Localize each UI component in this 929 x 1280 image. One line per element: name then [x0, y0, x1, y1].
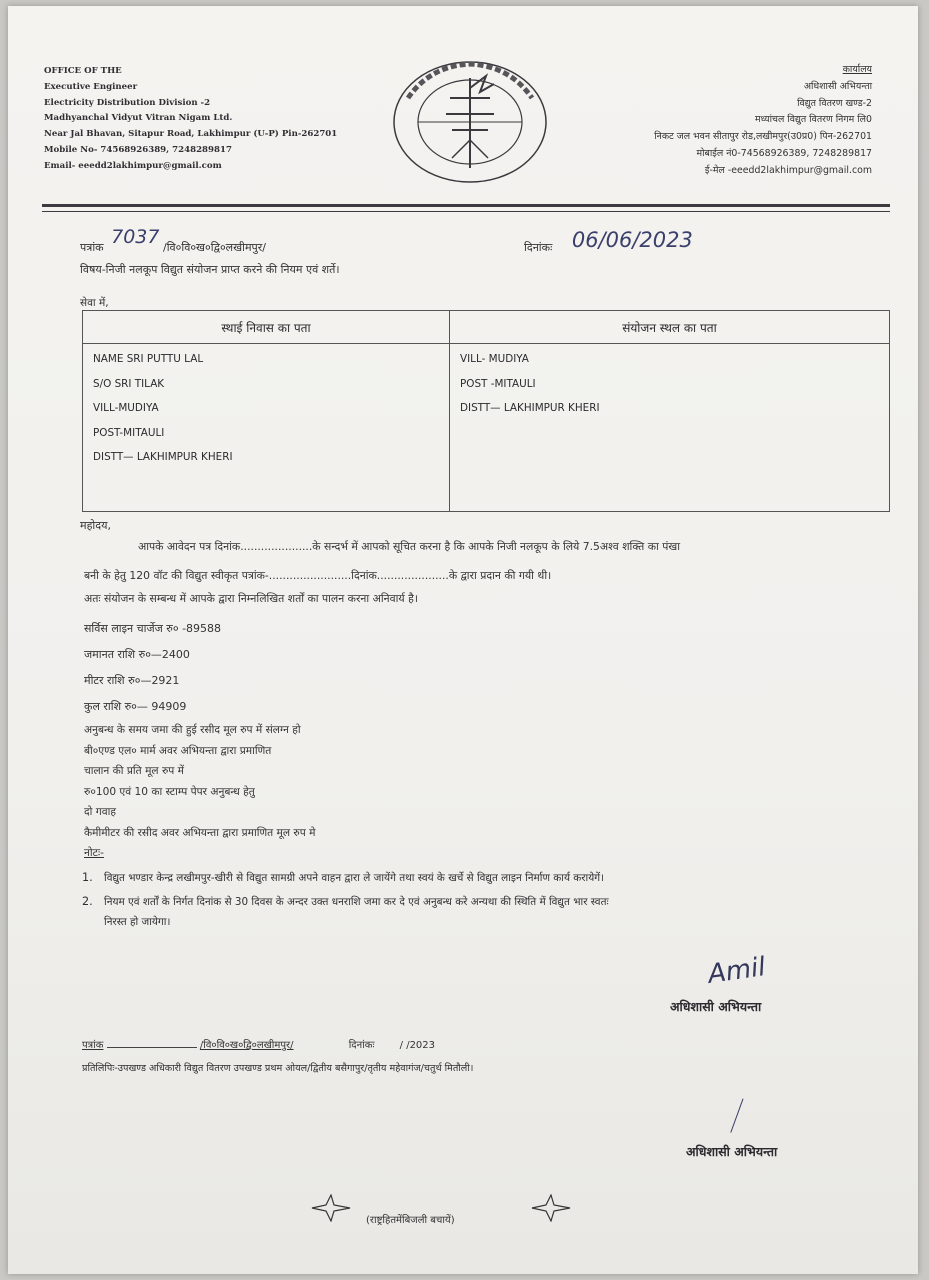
- col-header-permanent: स्थाई निवास का पता: [83, 311, 450, 344]
- condition-item: दो गवाह: [84, 806, 116, 818]
- slogan: (राष्ट्रहितमेंबिजली बचायें): [366, 1215, 455, 1226]
- header-en-line: Electricity Distribution Division -2: [44, 97, 211, 108]
- signature-scribble: Amil: [706, 952, 768, 990]
- col-header-connection: संयोजन स्थल का पता: [450, 311, 890, 344]
- footer-patrank-label: पत्रांक: [82, 1040, 104, 1051]
- ref-date: [524, 228, 693, 256]
- header-divider: [42, 204, 890, 207]
- para-line-3: अतः संयोजन के सम्बन्ध में आपके द्वारा निम्नलिखित शर्तों का पालन करना अनिवार्य है।: [84, 592, 418, 605]
- para-line-1: आपके आवेदन पत्र दिनांक.....................के सन्दर्भ में आपको सूचित करना है कि आपके निजी नलकूप के लिये 7.5अश्व शक्ति का पंखा: [138, 540, 680, 553]
- footer-patrank-suffix: /वि०वि०ख०द्वि०लखीमपुर/: [199, 1040, 294, 1051]
- address-line: POST-MITAULI: [93, 426, 165, 439]
- header-hi-line: ई-मेल -eeedd2lakhimpur@gmail.com: [704, 164, 872, 176]
- charge-item: सर्विस लाइन चार्जेज रु० -89588: [84, 622, 222, 635]
- condition-item: कैमीमीटर की रसीद अवर अभियन्ता द्वारा प्रमाणित मूल रुप मे: [84, 826, 316, 839]
- address-line: S/O SRI TILAK: [93, 377, 165, 390]
- header-en-line: Email- eeedd2lakhimpur@gmail.com: [44, 160, 222, 171]
- charges-list: [84, 616, 221, 720]
- letter-page: [8, 6, 918, 1274]
- copy-line: प्रतिलिपिः-उपखण्ड अधिकारी विद्युत वितरण उपखण्ड प्रथम ओयल/द्वितीय बसैगापुर/तृतीय महेवागंज/चतुर्थ मितौली।: [82, 1063, 474, 1074]
- header-hindi-block: [542, 62, 872, 180]
- date-value: 06/06/2023: [571, 228, 693, 252]
- address-table: [82, 310, 890, 512]
- patrank-label: पत्रांक: [80, 241, 104, 254]
- address-line: POST -MITAULI: [460, 377, 536, 390]
- salutation: महोदय,: [80, 519, 111, 532]
- subject-line: विषय-निजी नलकूप विद्युत संयोजन प्राप्त करने की नियम एवं शर्ते।: [80, 263, 340, 276]
- header-hi-line: निकट जल भवन सीतापुर रोड,लखीमपुर(उ0प्र0) पिन-262701: [654, 131, 872, 143]
- condition-item: बी०एण्ड एल० मार्म अवर अभियन्ता द्वारा प्रमाणित: [84, 744, 272, 757]
- sewa-me: सेवा में,: [80, 297, 109, 309]
- ref-line: [80, 226, 267, 256]
- patrank-number: 7037: [111, 226, 160, 248]
- footer-blank: [107, 1047, 197, 1048]
- footer-date-label: दिनांकः: [348, 1040, 375, 1051]
- note-number: 1.: [82, 871, 93, 884]
- star-left-icon: [310, 1194, 352, 1226]
- address-line: DISTT— LAKHIMPUR KHERI: [460, 402, 600, 414]
- header-hi-line: मोबाईल नं0-74568926389, 7248289817: [696, 147, 872, 159]
- condition-item: रु०100 एवं 10 का स्टाम्प पेपर अनुबन्ध हेतु: [84, 785, 255, 798]
- patrank-suffix: /वि०वि०ख०द्वि०लखीमपुर/: [162, 241, 267, 254]
- header-english-block: [44, 64, 404, 175]
- charge-item: कुल राशि रु०— 94909: [84, 700, 187, 713]
- para-line-2: बनी के हेतु 120 वॉट की विद्युत स्वीकृत पत्रांक-........................दिनांक.....................के द्वारा प्रदान की गयी थी।: [84, 569, 552, 582]
- note-text: नियम एवं शर्तों के निर्गत दिनांक से 30 दिवस के अन्दर उक्त धनराशि जमा कर दे एवं अनुबन्ध करे अन्यथा की स्थिति में विद्युत भार स्वतः: [104, 896, 609, 908]
- header-en-line: OFFICE OF THE: [44, 66, 122, 76]
- date-label: दिनांकः: [524, 241, 553, 254]
- charge-item: जमानत राशि रु०—2400: [84, 648, 190, 661]
- charge-item: मीटर राशि रु०—2921: [84, 674, 180, 687]
- signatory-designation-2: अधिशासी अभियन्ता: [686, 1144, 778, 1159]
- company-logo: [390, 58, 550, 186]
- address-line: NAME SRI PUTTU LAL: [93, 353, 204, 365]
- header-divider-thin: [42, 211, 890, 212]
- footer-date-value: / /2023: [399, 1040, 436, 1051]
- signatory-designation: अधिशासी अभियन्ता: [670, 999, 762, 1014]
- condition-item: चालान की प्रति मूल रुप में: [84, 765, 185, 777]
- address-line: VILL-MUDIYA: [93, 402, 159, 414]
- star-right-icon: [530, 1194, 572, 1226]
- connection-address-cell: [450, 344, 890, 512]
- conditions-list: [84, 720, 315, 864]
- condition-item: अनुबन्ध के समय जमा की हुई रसीद मूल रुप में संलग्न हो: [84, 724, 301, 736]
- header-hi-line: विद्युत वितरण खण्ड-2: [797, 97, 872, 109]
- note-number: 2.: [82, 895, 93, 908]
- header-hi-line: अधिशासी अभियन्ता: [803, 80, 872, 92]
- footer-ref-line: [82, 1037, 435, 1051]
- address-line: DISTT— LAKHIMPUR KHERI: [93, 451, 233, 463]
- address-line: VILL- MUDIYA: [460, 353, 529, 365]
- header-hi-line: मध्यांचल विद्युत वितरण निगम लि0: [755, 114, 872, 126]
- header-en-line: Madhyanchal Vidyut Vitran Nigam Ltd.: [44, 113, 233, 124]
- note-item: [82, 868, 882, 888]
- header-en-line: Mobile No- 74568926389, 7248289817: [44, 144, 232, 155]
- note-text: विद्युत भण्डार केन्द्र लखीमपुर-खीरी से विद्युत सामग्री अपने वाहन द्वारा ले जायेंगे तथा स्वयं के खर्चे से विद्युत लाइन निर्माण कार्य करायेगें।: [104, 872, 605, 884]
- note-label: नोटः-: [84, 847, 104, 859]
- signature-mark: [730, 1099, 756, 1138]
- header-hi-line: कार्यालय: [842, 64, 872, 75]
- note-item: [82, 892, 882, 912]
- header-en-line: Near Jal Bhavan, Sitapur Road, Lakhimpur (U-P) Pin-262701: [44, 129, 338, 140]
- note-text-cont: निरस्त हो जायेगा।: [104, 916, 171, 928]
- permanent-address-cell: [83, 344, 450, 512]
- header-en-line: Executive Engineer: [44, 81, 138, 92]
- notes-list: [82, 868, 882, 932]
